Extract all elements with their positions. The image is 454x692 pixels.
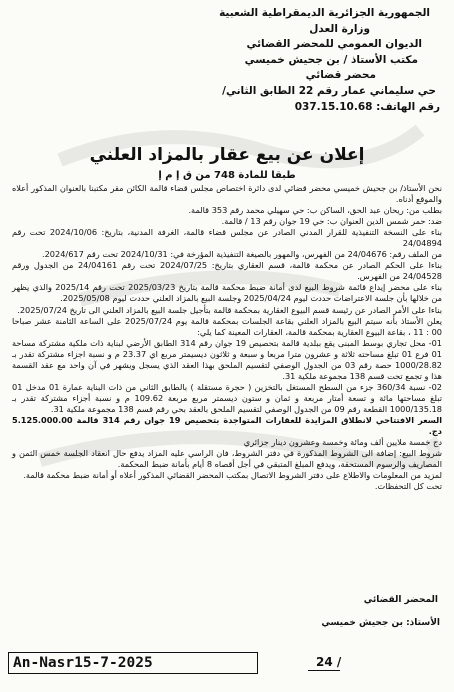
court-judgment-reference: بناءا على الحكم الصادر عن محكمة قالمة، قسم العقاري بتاريخ: 2024/07/25 تحت رقم 24/04161 من الجدول ورقم 24/04528 من الفهرس. [12,260,443,282]
bailiff-declaration: نحن الأستاذ/ بن جحيش خميسي محضر قضائي لدى دائرة اختصاص مجلس قضاء قالمة الكائن مقر مكتبنا بالعنوان المذكور أعلاه والموقع أدناه. [12,183,442,205]
opening-price: السعر الافتتاحي لانطلاق المزايدة للعقارات المتواجدة بتحصيص 19 جوان رقم 314 قالمة 5.125.000.00 دج. [12,414,442,437]
civil-decision-reference: بناء على النسخة التنفيذية للقرار المدني الصادر عن مجلس قضاء قالمة، الغرفة المدنية، بتاريخ: 2024/10/06 تحت رقم 24/04894 [12,227,442,249]
reservations-clause: تحت كل التحفظات. [374,481,442,492]
file-reference: من الملف رقم: 24/04676 من الفهرس، والمهور بالصيغة التنفيذية المؤرخة في: 2024/10/31 تحت رقم 2024/617. [41,249,442,260]
signature-block [321,594,440,630]
sale-conditions-deposit: بناء على محضر إيداع قائمة شروط البيع لدى أمانة ضبط محكمة قالمة بتاريخ 2025/03/23 تحت رقم 2025/14 والذي يظهر من خلالها بأن جلسة الاعتراضات حددت ليوم 2025/04/24 وجلسة البيع بالمزاد العلني حددت ليوم 2025/05/08. [12,282,442,304]
bailiff-title: محضر قضائي [305,69,376,82]
page-number: 24 / [316,655,342,669]
page-number-underline [308,670,340,671]
office-phone: رقم الهاتف: 037.15.10.68 [294,100,440,113]
ministry-name: وزارة العدل [309,22,370,35]
publication-footer [8,652,444,676]
bailiff-office: مكتب الأستاذ / بن جحيش خميسي [244,53,418,66]
legal-reference: طبقا للمادة 748 من ق إ م إ [158,170,296,181]
opening-price-words: دج خمسة ملايين ألف ومائة وخمسة وعشرون دينار جزائري [243,437,442,448]
office-address: حي سليماني عمار رقم 22 الطابق الثاني/ [222,84,436,97]
property-item-2: 02- نسبة 360/34 جزء من السطح المستغل بالتخزين ( حجرة مستقلة ) بالطابق الثاني من ذات البناية عمارة 01 مدخل 01 تبلغ مساحتها مائة و تسعة أمتار مربعة و ثمان و ستون ديسمتر مربع مربعة 109.62 م و نسبة أجزاء مشتركة تقدر بـ 1000/135.18 القطعة رقم 09 من الجدول الوصفي لتقسيم الملحق بالعقد بحي رقم قسم 138 مجموعة ملكية 31. [12,381,442,414]
postponement-order: بناءا على الأمر الصادر عن رئيسة قسم البيوع العقارية بمحكمة قالمة بتأجيل جلسة البيع بالمزاد العلني الى تاريخ 2025/07/24. [17,304,442,315]
office-name: الديوان العمومي للمحضر القضائي [246,38,422,51]
auction-announcement: يعلن الأستاذ بأنه سيتم البيع بالمزاد العلني بقاعة الجلسات بمحكمة قالمة يوم 2025/07/24 على الساعة الثامنة عشر صباحا 00 : 11 ، بقاعة البيوع العقارية بمحكمة قالمة، العقارات المعينة كما يلي: [12,315,443,337]
issuer-header [140,6,440,115]
republic-name: الجمهورية الجزائرية الديمقراطية الشعبية [219,7,430,19]
property-item-1: 01- محل تجاري بوسط المبنى يقع ببلدية قالمة بتحصيص 19 جوان رقم 314 الطابق الأرضي لبناية ذات ملكية مشتركة مساحة 01 فرع 01 تبلغ مساحته ثلاثة و عشرون مترا مربعا و سبعة و ثلاثون ديسيمتر مربع اي 23.37 م و نسبة اجزاء مشتركة تقدر بـ 1000/28.82 حصة رقم 03 من الجدول الوصفي لتقسيم الملحق بهذا العقد الذي يسجل ويشهر في آن واحد مع عقد القسمة هذا و تجمع تحت قسم 138 مجموعة ملكية 31. [12,337,442,381]
notice-body [12,183,442,492]
publication-date-box: An-Nasr15-7-2025 [8,652,258,674]
notice-title: إعلان عن بيع عقار بالمزاد العلني [89,145,365,165]
contact-information: لمزيد من المعلومات والاطلاع على دفتر الشروط الاتصال بمكتب المحضر القضائي المذكور أعلاه أو أمانة ضبط محكمة قالمة. [23,470,442,481]
sale-conditions: شروط البيع: إضافة الى الشروط المذكورة في دفتر الشروط، فان الراسي عليه المزاد يدفع حال انعقاد الجلسة خمس الثمن و المصاريف والرسوم المستحقة، ويدفع المبلغ المتبقي في أجل أقصاه 8 أيام بأمانة ضبط المحكمة. [12,448,442,470]
signatory-name: الأستاذ: بن جحيش خميسي [321,618,440,628]
requesting-party: بطلب من: ريحان عبد الحق، الساكن ب: حي سهيلي محمد رقم 353 قالمة. [188,205,442,216]
opposing-party: ضد: حمر شمس الدين العنوان ب: حي 19 جوان رقم 13 / قالمة. [221,216,442,227]
signatory-role: المحضر القضائي [363,595,438,605]
